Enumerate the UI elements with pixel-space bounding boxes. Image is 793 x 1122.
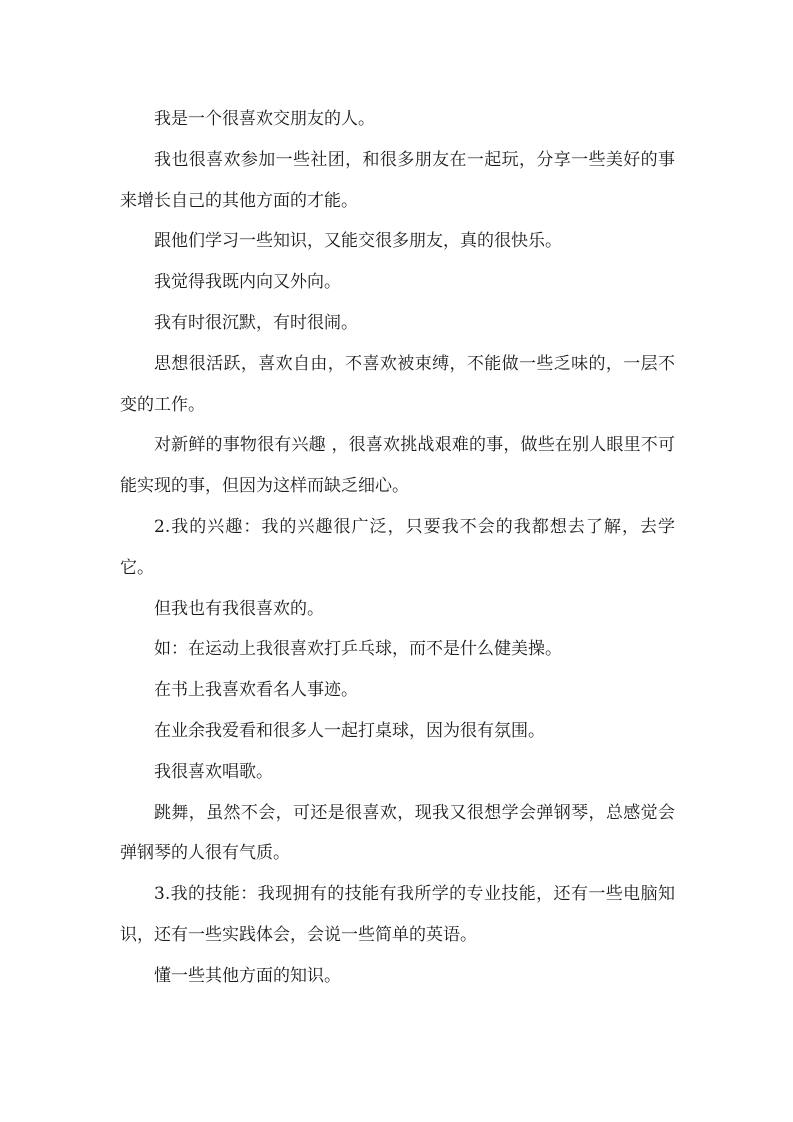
- paragraph: 在业余我爱看和很多人一起打桌球，因为很有氛围。: [154, 720, 545, 741]
- paragraph: 如：在运动上我很喜欢打乒乓球，而不是什么健美操。: [154, 639, 562, 660]
- paragraph: 对新鲜的事物很有兴趣 ，很喜欢挑战艰难的事，做些在别人眼里不可能实现的事，但因为这样而缺乏细心。: [120, 435, 675, 497]
- paragraph: 我觉得我既内向又外向。: [154, 272, 341, 293]
- document-body: [120, 99, 675, 997]
- paragraph: 懂一些其他方面的知识。: [154, 965, 341, 986]
- paragraph: 2.我的兴趣：我的兴趣很广泛，只要我不会的我都想去了解，去学它。: [120, 516, 675, 578]
- paragraph: 在书上我喜欢看名人事迹。: [154, 680, 358, 701]
- paragraph: 我很喜欢唱歌。: [154, 761, 273, 782]
- paragraph: 跳舞，虽然不会，可还是很喜欢，现我又很想学会弹钢琴，总感觉会弹钢琴的人很有气质。: [120, 802, 675, 864]
- paragraph: 但我也有我很喜欢的。: [154, 598, 324, 619]
- paragraph: 思想很活跃，喜欢自由，不喜欢被束缚，不能做一些乏味的，一层不变的工作。: [120, 353, 675, 415]
- paragraph: 3.我的技能：我现拥有的技能有我所学的专业技能，还有一些电脑知识，还有一些实践体会，会说一些简单的英语。: [120, 884, 675, 945]
- paragraph: 我有时很沉默，有时很闹。: [154, 312, 358, 333]
- paragraph: 我是一个很喜欢交朋友的人。: [154, 109, 375, 129]
- paragraph: 跟他们学习一些知识，又能交很多朋友，真的很快乐。: [154, 231, 562, 252]
- paragraph: 我也很喜欢参加一些社团，和很多朋友在一起玩，分享一些美好的事来增长自己的其他方面的才能。: [120, 149, 675, 211]
